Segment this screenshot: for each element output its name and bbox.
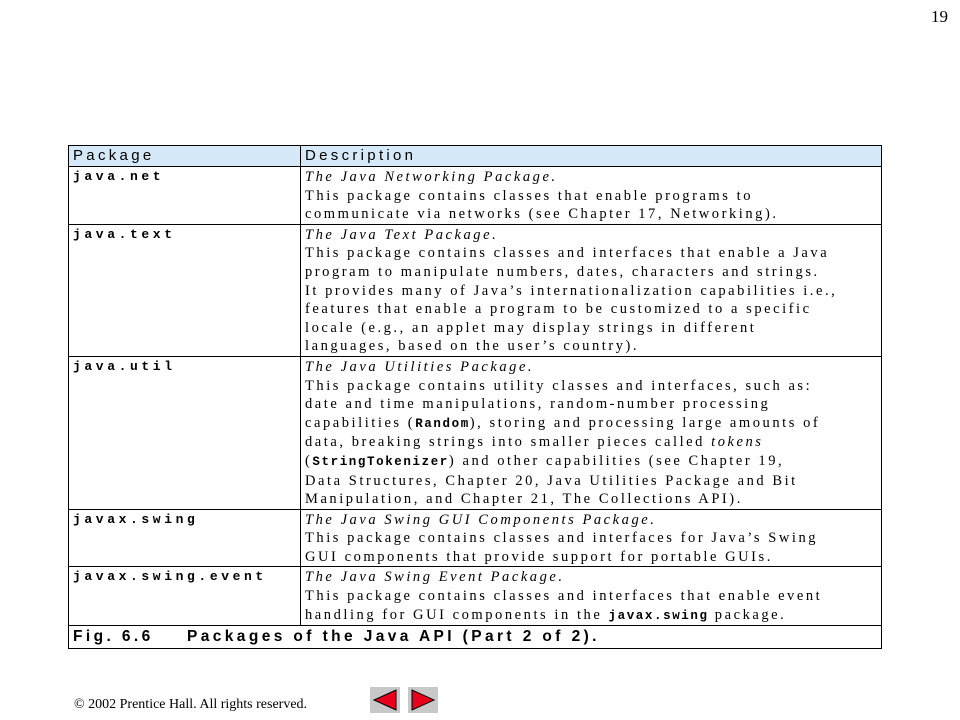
description-line: communicate via networks (see Chapter 17, Networking). xyxy=(305,206,779,223)
left-arrow-icon xyxy=(372,689,398,711)
package-name: javax.swing xyxy=(69,509,301,567)
description-text: package. xyxy=(708,606,787,623)
table-row xyxy=(69,509,882,567)
description-line: This package contains classes and interfaces that enable event xyxy=(305,588,823,605)
description-title: The Java Utilities Package. xyxy=(305,358,535,375)
page-number: 19 xyxy=(931,7,948,26)
copyright-notice: © 2002 Prentice Hall. All rights reserved. xyxy=(74,697,308,712)
package-name: java.util xyxy=(69,356,301,509)
description-line: features that enable a program to be customized to a specific xyxy=(305,301,812,318)
description-line: This package contains classes that enable programs to xyxy=(305,187,754,204)
description-line: This package contains utility classes and interfaces, such as: xyxy=(305,377,813,394)
description-line: Manipulation, and Chapter 21, The Collections API). xyxy=(305,491,743,508)
package-name: java.net xyxy=(69,167,301,225)
description-line: program to manipulate numbers, dates, characters and strings. xyxy=(305,263,820,280)
package-description xyxy=(301,567,882,626)
description-line: date and time manipulations, random-number processing xyxy=(305,396,771,413)
description-line xyxy=(305,414,877,434)
header-package: Package xyxy=(69,146,301,167)
code-javax-swing: javax.swing xyxy=(608,608,709,623)
package-description xyxy=(301,167,882,225)
description-title: The Java Text Package. xyxy=(305,226,499,243)
description-line: This package contains classes and interfaces that enable a Java xyxy=(305,245,830,262)
figure-caption-text: Packages of the Java API (Part 2 of 2). xyxy=(187,628,600,646)
description-line: GUI components that provide support for portable GUIs. xyxy=(305,548,773,565)
figure-caption-row xyxy=(69,626,882,649)
table-row xyxy=(69,356,882,509)
table-row xyxy=(69,567,882,626)
emphasis-tokens: tokens xyxy=(711,434,764,451)
description-title: The Java Networking Package. xyxy=(305,169,558,185)
table-row xyxy=(69,167,882,225)
table-row xyxy=(69,224,882,356)
description-text: ), storing and processing large amounts of xyxy=(469,414,821,431)
next-slide-button[interactable] xyxy=(408,687,438,713)
package-name: java.text xyxy=(69,224,301,356)
figure-label: Fig. 6.6 xyxy=(73,628,154,646)
code-random: Random xyxy=(415,416,470,431)
description-line: It provides many of Java’s internationalization capabilities i.e., xyxy=(305,282,838,299)
description-text: ) and other capabilities (see Chapter 19, xyxy=(448,452,785,469)
description-text: capabilities ( xyxy=(305,414,416,431)
description-line: This package contains classes and interfaces for Java’s Swing xyxy=(305,530,819,547)
description-line xyxy=(305,433,877,452)
description-title: The Java Swing Event Package. xyxy=(305,569,565,586)
description-line xyxy=(305,606,877,626)
description-line: locale (e.g., an applet may display strings in different xyxy=(305,319,757,336)
code-stringtokenizer: StringTokenizer xyxy=(312,454,449,469)
description-text: handling for GUI components in the xyxy=(305,606,609,623)
package-description xyxy=(301,224,882,356)
previous-slide-button[interactable] xyxy=(370,687,400,713)
packages-table xyxy=(68,145,882,649)
description-text: data, breaking strings into smaller pieces called xyxy=(305,434,712,451)
right-arrow-icon xyxy=(410,689,436,711)
table-header-row xyxy=(69,146,882,167)
description-title: The Java Swing GUI Components Package. xyxy=(305,511,657,528)
package-description xyxy=(301,509,882,567)
package-name: javax.swing.event xyxy=(69,567,301,626)
description-line xyxy=(305,452,877,472)
figure-caption xyxy=(69,626,882,649)
description-text: ( xyxy=(305,452,313,469)
description-line: Data Structures, Chapter 20, Java Utilities Package and Bit xyxy=(305,472,798,489)
header-description: Description xyxy=(301,146,882,167)
description-line: languages, based on the user’s country). xyxy=(305,338,640,355)
package-description xyxy=(301,356,882,509)
